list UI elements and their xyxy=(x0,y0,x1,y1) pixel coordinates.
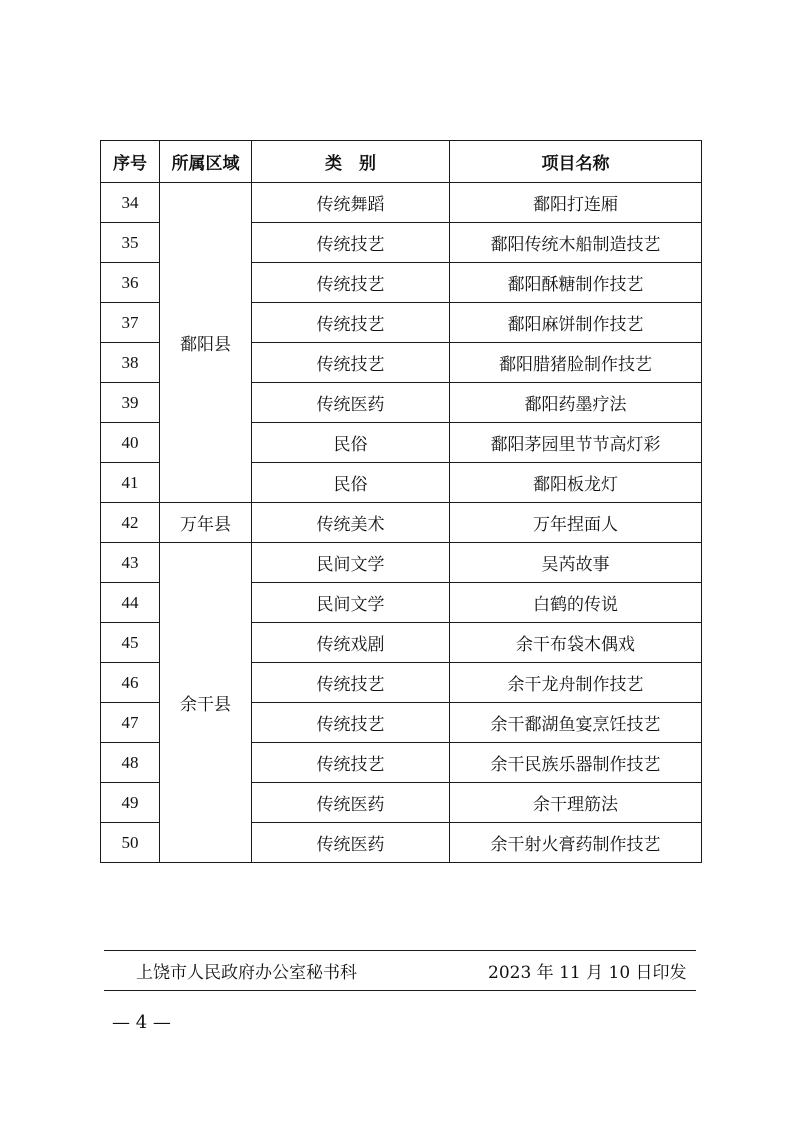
project-name-cell: 余干民族乐器制作技艺 xyxy=(450,743,702,783)
category-cell: 传统技艺 xyxy=(252,303,450,343)
region-cell: 鄱阳县 xyxy=(160,183,252,503)
row-index: 34 xyxy=(101,183,160,223)
row-index: 44 xyxy=(101,583,160,623)
header-category: 类 别 xyxy=(252,141,450,183)
category-cell: 传统技艺 xyxy=(252,343,450,383)
category-cell: 民俗 xyxy=(252,423,450,463)
header-project: 项目名称 xyxy=(450,141,702,183)
row-index: 43 xyxy=(101,543,160,583)
category-cell: 传统技艺 xyxy=(252,743,450,783)
row-index: 40 xyxy=(101,423,160,463)
row-index: 36 xyxy=(101,263,160,303)
row-index: 38 xyxy=(101,343,160,383)
region-cell: 万年县 xyxy=(160,503,252,543)
category-cell: 民间文学 xyxy=(252,543,450,583)
project-name-cell: 吴芮故事 xyxy=(450,543,702,583)
category-cell: 民俗 xyxy=(252,463,450,503)
project-name-cell: 余干布袋木偶戏 xyxy=(450,623,702,663)
heritage-project-table xyxy=(100,140,702,863)
project-name-cell: 余干理筋法 xyxy=(450,783,702,823)
row-index: 41 xyxy=(101,463,160,503)
project-name-cell: 余干龙舟制作技艺 xyxy=(450,663,702,703)
row-index: 35 xyxy=(101,223,160,263)
table-row xyxy=(101,183,702,223)
category-cell: 传统医药 xyxy=(252,823,450,863)
row-index: 42 xyxy=(101,503,160,543)
category-cell: 传统医药 xyxy=(252,783,450,823)
table-header-row xyxy=(101,141,702,183)
project-name-cell: 白鹤的传说 xyxy=(450,583,702,623)
category-cell: 传统舞蹈 xyxy=(252,183,450,223)
header-index: 序号 xyxy=(101,141,160,183)
row-index: 47 xyxy=(101,703,160,743)
project-name-cell: 鄱阳药墨疗法 xyxy=(450,383,702,423)
footer-issuer: 上饶市人民政府办公室秘书科 xyxy=(136,963,357,983)
project-name-cell: 鄱阳麻饼制作技艺 xyxy=(450,303,702,343)
project-name-cell: 鄱阳茅园里节节高灯彩 xyxy=(450,423,702,463)
category-cell: 民间文学 xyxy=(252,583,450,623)
project-name-cell: 余干鄱湖鱼宴烹饪技艺 xyxy=(450,703,702,743)
row-index: 46 xyxy=(101,663,160,703)
row-index: 37 xyxy=(101,303,160,343)
footer-date: 2023 年 11 月 10 日印发 xyxy=(488,963,687,983)
category-cell: 传统技艺 xyxy=(252,663,450,703)
row-index: 50 xyxy=(101,823,160,863)
project-name-cell: 鄱阳传统木船制造技艺 xyxy=(450,223,702,263)
project-name-cell: 鄱阳酥糖制作技艺 xyxy=(450,263,702,303)
header-region: 所属区域 xyxy=(160,141,252,183)
category-cell: 传统戏剧 xyxy=(252,623,450,663)
table-body xyxy=(101,183,702,863)
row-index: 48 xyxy=(101,743,160,783)
row-index: 39 xyxy=(101,383,160,423)
category-cell: 传统技艺 xyxy=(252,263,450,303)
project-name-cell: 鄱阳打连厢 xyxy=(450,183,702,223)
project-name-cell: 余干射火膏药制作技艺 xyxy=(450,823,702,863)
row-index: 45 xyxy=(101,623,160,663)
footer-divider-bottom xyxy=(104,990,696,991)
category-cell: 传统医药 xyxy=(252,383,450,423)
category-cell: 传统技艺 xyxy=(252,703,450,743)
page-number: — 4 — xyxy=(112,1012,171,1033)
row-index: 49 xyxy=(101,783,160,823)
category-cell: 传统美术 xyxy=(252,503,450,543)
region-cell: 余干县 xyxy=(160,543,252,863)
project-name-cell: 鄱阳板龙灯 xyxy=(450,463,702,503)
table-row xyxy=(101,543,702,583)
footer-divider-top xyxy=(104,950,696,951)
project-name-cell: 万年捏面人 xyxy=(450,503,702,543)
project-name-cell: 鄱阳腊猪脸制作技艺 xyxy=(450,343,702,383)
category-cell: 传统技艺 xyxy=(252,223,450,263)
table-row xyxy=(101,503,702,543)
